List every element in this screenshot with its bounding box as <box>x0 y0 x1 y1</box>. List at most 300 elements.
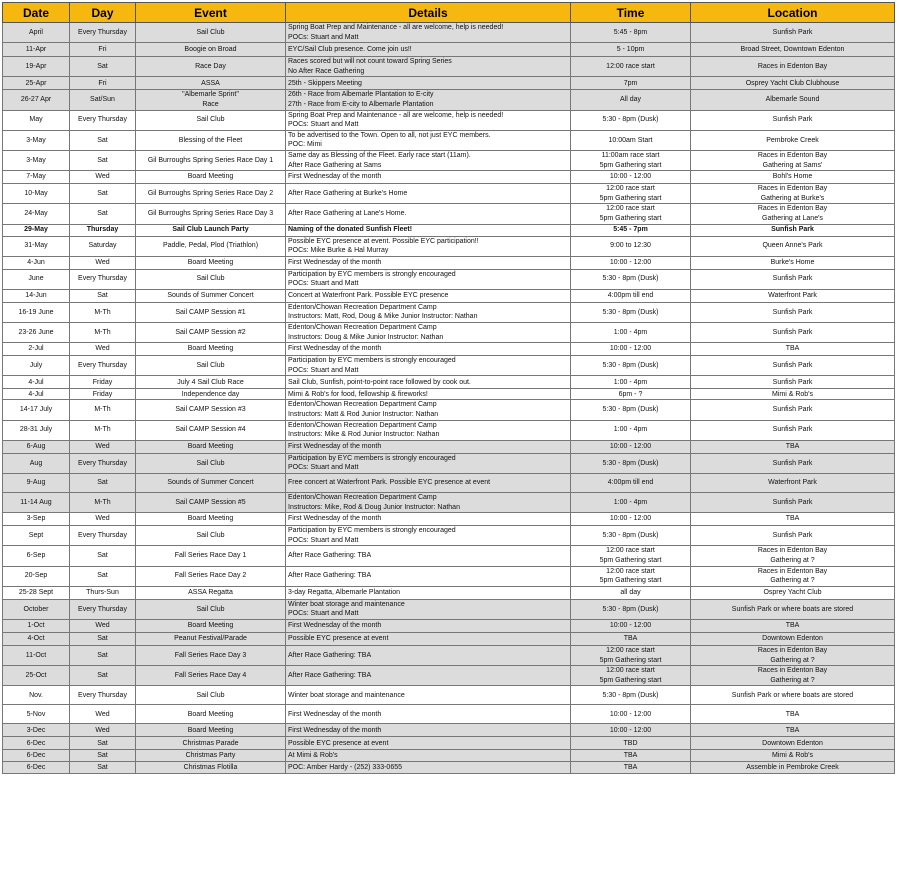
cell-details-line: Instructors: Matt, Rod, Doug & Mike Junior Instructor: Nathan <box>288 313 478 321</box>
cell-location <box>691 289 895 302</box>
cell-event <box>136 57 286 77</box>
cell-date <box>3 57 70 77</box>
cell-event-line: Board Meeting <box>187 515 234 523</box>
cell-details <box>286 150 571 170</box>
cell-time-line: 6pm - ? <box>618 390 643 398</box>
cell-day <box>70 150 136 170</box>
cell-location-line: Races in Edenton Bay <box>757 62 828 70</box>
cell-event-line: Board Meeting <box>187 443 234 451</box>
cell-details-line: Edenton/Chowan Recreation Department Camp <box>288 494 437 501</box>
cell-details-line: After Race Gathering at Burke's Home <box>288 189 408 197</box>
cell-details <box>286 77 571 90</box>
cell-date-line: Nov. <box>29 691 43 699</box>
cell-location-line: Sunfish Park <box>772 275 813 283</box>
cell-time <box>571 150 691 170</box>
cell-details-line: POCs: Stuart and Matt <box>288 121 359 129</box>
cell-details-line: First Wednesday of the month <box>288 726 382 734</box>
cell-location-line: Sunfish Park <box>772 362 813 370</box>
cell-time <box>571 724 691 737</box>
cell-event-line: Sail Club <box>196 275 225 283</box>
cell-location <box>691 750 895 762</box>
cell-date-line: June <box>28 275 44 283</box>
cell-location-line: Albemarle Sound <box>765 96 820 104</box>
cell-details-line: Participation by EYC members is strongly encouraged <box>288 270 456 278</box>
cell-time <box>571 184 691 204</box>
cell-time <box>571 586 691 599</box>
cell-event-line: Boogie on Broad <box>184 45 237 53</box>
cell-location-line: Gathering at ? <box>770 676 815 684</box>
cell-details-line: After Race Gathering: TBA <box>288 651 372 659</box>
cell-date <box>3 204 70 224</box>
cell-details-line: EYC/Sail Club presence. Come join us!! <box>288 45 412 53</box>
cell-time <box>571 130 691 150</box>
cell-day-line: Every Thursday <box>78 28 127 36</box>
cell-day <box>70 171 136 184</box>
cell-event-line: Sail CAMP Session #5 <box>175 498 246 506</box>
cell-event <box>136 269 286 289</box>
table-row <box>3 110 895 130</box>
cell-event-line: Sail CAMP Session #2 <box>175 328 246 336</box>
cell-location-line: TBA <box>785 726 800 734</box>
cell-details-line: First Wednesday of the month <box>288 622 382 630</box>
cell-time-line: 5pm Gathering start <box>599 656 662 664</box>
cell-date-line: 28-31 July <box>19 426 53 434</box>
cell-details-line: Instructors: Doug & Mike Junior Instructor: Nathan <box>288 333 444 341</box>
cell-date-line: 2-Jul <box>28 345 44 353</box>
table-row <box>3 269 895 289</box>
cell-location <box>691 130 895 150</box>
cell-day <box>70 453 136 473</box>
cell-time <box>571 90 691 110</box>
cell-time-line: 12:00 race start <box>606 62 655 70</box>
cell-date-line: 11-14 Aug <box>20 498 52 506</box>
cell-date <box>3 184 70 204</box>
schedule-body <box>3 23 895 774</box>
cell-time-line: 12:00 race start <box>606 667 655 675</box>
cell-time-line: 10:00 - 12:00 <box>609 345 652 353</box>
table-row <box>3 224 895 236</box>
cell-event-line: Fall Series Race Day 4 <box>174 671 247 679</box>
cell-date-line: 4-Jul <box>28 378 44 386</box>
cell-day-line: Every Thursday <box>78 362 127 370</box>
cell-details <box>286 43 571 57</box>
cell-location <box>691 493 895 513</box>
cell-details-line: POCs: Stuart and Matt <box>288 536 359 544</box>
cell-day <box>70 420 136 440</box>
cell-event <box>136 171 286 184</box>
cell-event <box>136 323 286 343</box>
cell-location-line: Gathering at Lane's <box>762 214 823 222</box>
cell-day <box>70 302 136 322</box>
cell-day-line: Wed <box>95 258 110 266</box>
cell-location <box>691 440 895 453</box>
cell-time-line: 5:30 - 8pm (Dusk) <box>602 275 659 283</box>
cell-day <box>70 645 136 665</box>
cell-details <box>286 453 571 473</box>
cell-time-line: 12:00 race start <box>606 205 655 213</box>
cell-time-line: 10:00 - 12:00 <box>609 710 652 718</box>
cell-date-line: Aug <box>29 459 43 467</box>
cell-time-line: 9:00 to 12:30 <box>610 242 651 250</box>
table-row <box>3 23 895 43</box>
cell-time <box>571 302 691 322</box>
cell-event <box>136 686 286 705</box>
table-row <box>3 526 895 546</box>
cell-details-line: No After Race Gathering <box>288 67 365 75</box>
cell-time-line: 10:00 - 12:00 <box>609 173 652 181</box>
cell-details-line: POC: Mimi <box>288 141 322 149</box>
cell-time <box>571 323 691 343</box>
cell-event-line: July 4 Sail Club Race <box>177 378 244 386</box>
table-row <box>3 57 895 77</box>
cell-event <box>136 705 286 724</box>
cell-event <box>136 23 286 43</box>
cell-date <box>3 389 70 400</box>
cell-details <box>286 110 571 130</box>
cell-event-line: Christmas Flotilla <box>183 764 238 772</box>
cell-details <box>286 269 571 289</box>
cell-details-line: POCs: Mike Burke & Hal Murray <box>288 247 389 255</box>
cell-details <box>286 90 571 110</box>
table-row <box>3 420 895 440</box>
cell-details <box>286 356 571 376</box>
cell-details-line: Instructors: Matt & Rod Junior Instructor: Nathan <box>288 411 439 419</box>
cell-time-line: 4:00pm till end <box>607 479 654 487</box>
table-row <box>3 546 895 566</box>
cell-date-line: Sept <box>28 531 44 539</box>
cell-day-line: Every Thursday <box>78 459 127 467</box>
cell-day <box>70 440 136 453</box>
cell-date <box>3 400 70 420</box>
cell-date <box>3 23 70 43</box>
cell-location <box>691 224 895 236</box>
cell-day <box>70 236 136 256</box>
cell-day <box>70 389 136 400</box>
cell-event <box>136 204 286 224</box>
cell-event-line: Sail CAMP Session #1 <box>175 308 246 316</box>
cell-details <box>286 599 571 619</box>
cell-time <box>571 566 691 586</box>
table-row <box>3 586 895 599</box>
cell-event <box>136 493 286 513</box>
cell-time-line: 1:00 - 4pm <box>613 426 648 434</box>
cell-details-line: Instructors: Mike, Rod & Doug Junior Instructor: Nathan <box>288 503 460 511</box>
cell-time-line: 5:30 - 8pm (Dusk) <box>602 308 659 316</box>
cell-location-line: TBA <box>785 622 800 630</box>
cell-event-line: Independence day <box>181 390 240 398</box>
cell-location-line: Sunfish Park or where boats are stored <box>731 605 854 613</box>
cell-details <box>286 420 571 440</box>
cell-event <box>136 356 286 376</box>
cell-time <box>571 389 691 400</box>
cell-details-line: Free concert at Waterfront Park. Possible EYC presence at event <box>288 479 491 487</box>
cell-time-line: 5pm Gathering start <box>599 676 662 684</box>
cell-time-line: 5pm Gathering start <box>599 161 662 169</box>
cell-location <box>691 23 895 43</box>
cell-details <box>286 323 571 343</box>
cell-event <box>136 566 286 586</box>
cell-event-line: Board Meeting <box>187 622 234 630</box>
cell-location-line: Assemble in Pembroke Creek <box>746 764 839 772</box>
cell-time <box>571 77 691 90</box>
cell-date <box>3 526 70 546</box>
cell-event-line: Christmas Parade <box>182 739 239 747</box>
cell-date <box>3 453 70 473</box>
cell-details-line: First Wednesday of the month <box>288 258 382 266</box>
cell-event-line: Sail Club <box>196 116 225 124</box>
cell-event <box>136 666 286 686</box>
cell-location <box>691 376 895 389</box>
cell-details-line: Possible EYC presence at event <box>288 635 389 643</box>
cell-day <box>70 513 136 526</box>
cell-date <box>3 376 70 389</box>
cell-day <box>70 666 136 686</box>
cell-time <box>571 224 691 236</box>
cell-day <box>70 289 136 302</box>
cell-time-line: TBA <box>623 752 638 760</box>
cell-details-line: Edenton/Chowan Recreation Department Camp <box>288 324 437 332</box>
cell-date <box>3 269 70 289</box>
cell-location <box>691 420 895 440</box>
cell-details-line: Possible EYC presence at event. Possible EYC participation!! <box>288 237 479 245</box>
cell-details-line: Naming of the donated Sunfish Fleet! <box>288 226 413 234</box>
cell-details-line: First Wednesday of the month <box>288 345 382 353</box>
cell-details-line: POCs: Stuart and Matt <box>288 33 359 41</box>
cell-event <box>136 289 286 302</box>
cell-event <box>136 150 286 170</box>
cell-details <box>286 184 571 204</box>
cell-date-line: 3-Dec <box>26 726 46 734</box>
cell-details <box>286 762 571 774</box>
cell-details-line: Races scored but will not count toward Spring Series <box>288 58 452 66</box>
cell-location-line: Races in Edenton Bay <box>757 205 828 213</box>
cell-time-line: 10:00 - 12:00 <box>609 258 652 266</box>
cell-day-line: Sat <box>97 552 108 560</box>
cell-event-line: Sail Club <box>196 531 225 539</box>
cell-time-line: 5:30 - 8pm (Dusk) <box>602 691 659 699</box>
cell-location-line: Sunfish Park <box>772 426 813 434</box>
cell-time <box>571 256 691 269</box>
table-row <box>3 513 895 526</box>
cell-day <box>70 737 136 750</box>
cell-day <box>70 762 136 774</box>
cell-event <box>136 376 286 389</box>
cell-event <box>136 619 286 632</box>
cell-time-line: 7pm <box>623 79 638 87</box>
cell-event <box>136 130 286 150</box>
cell-date-line: 24-May <box>24 210 48 218</box>
cell-event <box>136 256 286 269</box>
cell-details-line: POCs: Stuart and Matt <box>288 366 359 374</box>
cell-event-line: Sail CAMP Session #4 <box>175 426 246 434</box>
cell-event-line: Sail CAMP Session #3 <box>175 406 246 414</box>
table-row <box>3 204 895 224</box>
header-day: Day <box>70 3 136 23</box>
cell-location-line: Races in Edenton Bay <box>757 667 828 675</box>
cell-day <box>70 57 136 77</box>
cell-day-line: Wed <box>95 726 110 734</box>
cell-time-line: TBD <box>623 739 638 747</box>
cell-day <box>70 224 136 236</box>
cell-date-line: 25-Apr <box>25 79 47 87</box>
cell-date-line: 7-May <box>26 173 46 181</box>
cell-time <box>571 236 691 256</box>
cell-day-line: M-Th <box>94 328 111 336</box>
table-row <box>3 236 895 256</box>
cell-event-line: Board Meeting <box>187 345 234 353</box>
cell-event <box>136 343 286 356</box>
cell-event-line: Board Meeting <box>187 710 234 718</box>
cell-date-line: 9-Aug <box>26 479 46 487</box>
cell-location-line: Races in Edenton Bay <box>757 547 828 555</box>
cell-location-line: TBA <box>785 345 800 353</box>
cell-details-line: Spring Boat Prep and Maintenance - all are welcome, help is needed! <box>288 111 504 119</box>
cell-details-line: Mimi & Rob's for food, fellowship & fireworks! <box>288 390 428 398</box>
cell-location <box>691 724 895 737</box>
cell-details-line: POCs: Stuart and Matt <box>288 464 359 472</box>
header-row <box>3 3 895 23</box>
cell-location-line: Waterfront Park <box>768 292 817 300</box>
cell-day-line: M-Th <box>94 308 111 316</box>
cell-date <box>3 666 70 686</box>
cell-event <box>136 420 286 440</box>
cell-event <box>136 724 286 737</box>
cell-location-line: Sunfish Park <box>772 308 813 316</box>
cell-details <box>286 632 571 645</box>
cell-event-line: Sounds of Summer Concert <box>167 292 254 300</box>
cell-date-line: 6-Dec <box>26 752 46 760</box>
cell-details-line: After Race Gathering at Sams <box>288 161 382 169</box>
cell-event-line: Board Meeting <box>187 726 234 734</box>
cell-day-line: Thursday <box>86 226 119 234</box>
cell-location <box>691 323 895 343</box>
cell-event-line: "Albemarle Sprint" <box>182 91 239 99</box>
table-row <box>3 666 895 686</box>
cell-time-line: 10:00 - 12:00 <box>609 515 652 523</box>
cell-location-line: Sunfish Park <box>772 116 813 124</box>
cell-location <box>691 762 895 774</box>
cell-location <box>691 343 895 356</box>
header-time: Time <box>571 3 691 23</box>
cell-details-line: Same day as Blessing of the Fleet. Early race start (11am). <box>288 151 471 159</box>
cell-location <box>691 599 895 619</box>
cell-day <box>70 724 136 737</box>
cell-date <box>3 586 70 599</box>
table-row <box>3 474 895 493</box>
cell-location <box>691 171 895 184</box>
table-row <box>3 130 895 150</box>
cell-details-line: After Race Gathering: TBA <box>288 552 372 560</box>
table-row <box>3 453 895 473</box>
cell-location-line: Queen Anne's Park <box>762 242 823 250</box>
cell-time <box>571 619 691 632</box>
cell-event-line: ASSA <box>201 79 220 87</box>
cell-details-line: After Race Gathering: TBA <box>288 671 372 679</box>
cell-details <box>286 440 571 453</box>
cell-day-line: Sat <box>97 651 108 659</box>
cell-time-line: 12:00 race start <box>606 567 655 575</box>
cell-date-line: 16-19 June <box>18 308 54 316</box>
cell-day <box>70 686 136 705</box>
table-row <box>3 566 895 586</box>
cell-details-line: 3-day Regatta, Albemarle Plantation <box>288 588 401 596</box>
cell-time-line: all day <box>620 588 641 596</box>
cell-event-line: Board Meeting <box>187 173 234 181</box>
cell-event <box>136 184 286 204</box>
cell-event-line: Sail Club <box>196 605 225 613</box>
cell-location-line: Sunfish Park <box>772 459 813 467</box>
cell-details <box>286 224 571 236</box>
table-row <box>3 171 895 184</box>
cell-day <box>70 376 136 389</box>
cell-time <box>571 474 691 493</box>
cell-date-line: 25-Oct <box>25 671 47 679</box>
cell-day-line: Friday <box>92 378 113 386</box>
cell-location-line: Bohl's Home <box>772 173 813 181</box>
cell-details <box>286 619 571 632</box>
cell-location-line: Pembroke Creek <box>766 136 819 144</box>
table-row <box>3 90 895 110</box>
cell-day <box>70 356 136 376</box>
cell-event-line: Board Meeting <box>187 258 234 266</box>
cell-time-line: 5:45 - 8pm <box>613 28 648 36</box>
table-row <box>3 737 895 750</box>
cell-day <box>70 43 136 57</box>
cell-day-line: Sat <box>97 572 108 580</box>
table-row <box>3 323 895 343</box>
cell-event <box>136 90 286 110</box>
cell-day-line: Sat <box>97 292 108 300</box>
cell-time <box>571 343 691 356</box>
cell-date <box>3 513 70 526</box>
cell-location-line: Sunfish Park <box>772 406 813 414</box>
cell-location <box>691 77 895 90</box>
cell-details-line: Instructors: Mike & Rod Junior Instructor: Nathan <box>288 431 440 439</box>
cell-location <box>691 256 895 269</box>
cell-location <box>691 513 895 526</box>
cell-date-line: 10-May <box>24 189 48 197</box>
cell-date-line: 11-Apr <box>25 45 47 53</box>
cell-event-line: Fall Series Race Day 2 <box>174 572 247 580</box>
cell-location <box>691 110 895 130</box>
cell-time <box>571 493 691 513</box>
cell-location-line: Sunfish Park <box>772 378 813 386</box>
cell-details-line: 26th - Race from Albemarle Plantation to E-city <box>288 91 434 99</box>
cell-location-line: Races in Edenton Bay <box>757 646 828 654</box>
cell-date-line: 6-Dec <box>26 764 46 772</box>
cell-event <box>136 632 286 645</box>
cell-date-line: 3-May <box>26 136 46 144</box>
cell-details-line: Spring Boat Prep and Maintenance - all are welcome, help is needed! <box>288 24 504 31</box>
cell-details-line: Participation by EYC members is strongly encouraged <box>288 527 456 535</box>
cell-details-line: First Wednesday of the month <box>288 515 382 523</box>
cell-day <box>70 619 136 632</box>
cell-location <box>691 686 895 705</box>
table-row <box>3 705 895 724</box>
cell-time-line: 1:00 - 4pm <box>613 328 648 336</box>
cell-day-line: M-Th <box>94 426 111 434</box>
cell-time <box>571 400 691 420</box>
cell-event <box>136 224 286 236</box>
cell-event-line: Gil Burroughs Spring Series Race Day 2 <box>147 189 274 197</box>
cell-date-line: 4-Jul <box>28 390 44 398</box>
cell-day-line: Sat <box>97 210 108 218</box>
cell-location-line: Sunfish Park or where boats are stored <box>731 691 854 699</box>
cell-details <box>286 586 571 599</box>
cell-event <box>136 599 286 619</box>
cell-location <box>691 269 895 289</box>
cell-details <box>286 705 571 724</box>
